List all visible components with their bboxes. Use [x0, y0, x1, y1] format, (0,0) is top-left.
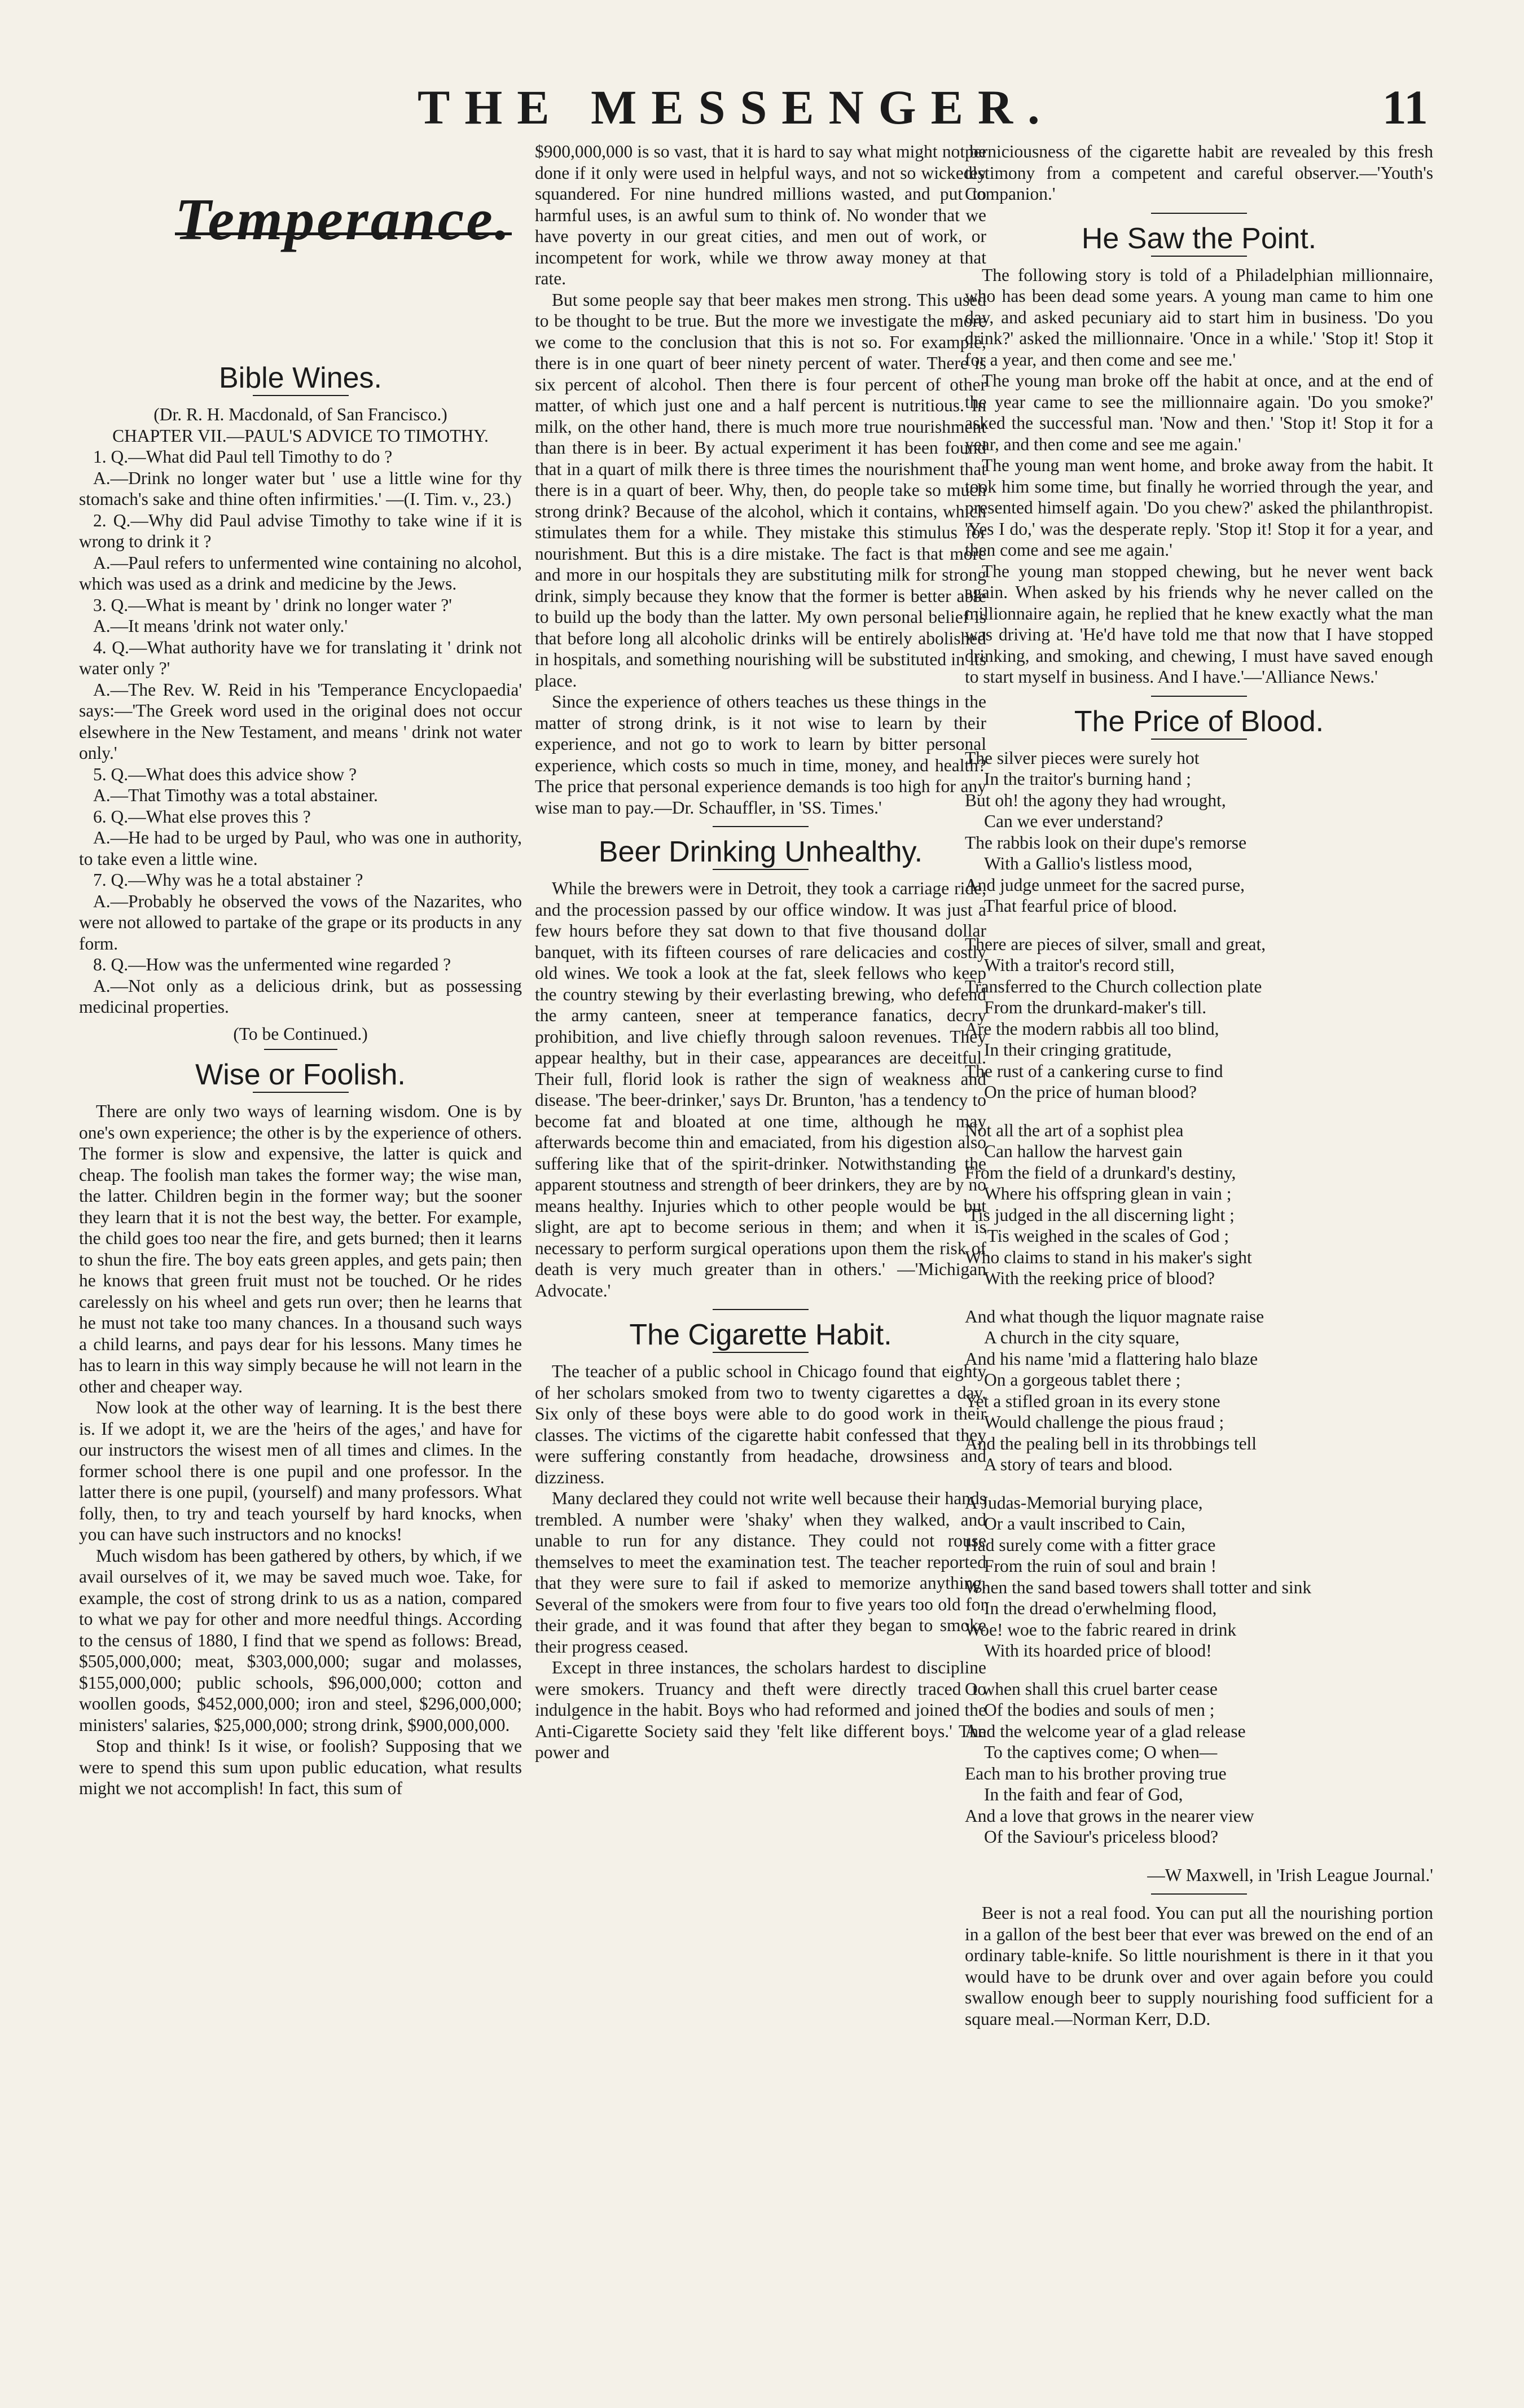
article-paragraph: The teacher of a public school in Chicago found that eighty of her scholars smoked from two to twenty cigarettes a day. Six only of these boys were able to do good work in their classes. The victims of the cigarette habit confessed that they were suffering constantly from headache, drowsiness and dizziness. — [535, 1361, 986, 1487]
stanza-gap — [965, 1662, 1433, 1678]
column-2 — [535, 141, 986, 2364]
masthead — [0, 79, 1524, 134]
poem-stanza — [965, 748, 1433, 934]
poem-line: On the price of human blood? — [984, 1082, 1197, 1102]
article-paragraph: The young man went home, and broke away from the habit. It took him some time, but finally he worried through the year, and presented himself again. 'Do you chew?' asked the philanthropist. 'Yes I do,' was the desperate reply. 'Stop it! Stop it for a year, and then come and see me again.' — [965, 455, 1433, 560]
poem-line: But oh! the agony they had wrought, — [965, 790, 1226, 810]
divider — [1151, 1893, 1247, 1902]
poem-line: Yet a stifled groan in its every stone — [965, 1391, 1220, 1411]
poem-line: And his name 'mid a flattering halo blaze — [965, 1348, 1258, 1369]
beer-drinking-title: Beer Drinking Unhealthy. — [598, 836, 923, 868]
article-paragraph: Many declared they could not write well because their hands trembled. A number were 'shaky' when they walked, and unable to run for any distance. They could not rouse themselves to meet the examination test. The teacher reported that they were sure to fail if asked to memorize anything. Several of the smokers were from four to five years too old for their grade, and it was found that after they began to smoke their progress ceased. — [535, 1488, 986, 1656]
poem-stanza — [965, 1492, 1433, 1678]
poem-stanza — [965, 1306, 1433, 1492]
poem-stanza — [965, 934, 1433, 1120]
article-paragraph: The young man stopped chewing, but he never went back again. When asked by his friends why he never called on the millionnaire again, he replied that he knew exactly what the man was driving at. 'He'd have told me that now that I have stopped drinking, and smoking, and chewing, I must have saved enough to start myself in business. And I have.'—'Alliance News.' — [965, 561, 1433, 687]
poem-line: Who claims to stand in his maker's sight — [965, 1247, 1252, 1267]
stanza-gap — [965, 1848, 1433, 1865]
article-paragraph: But some people say that beer makes men strong. This used to be thought to be true. But the more we investigate the more we come to the conclusion that this is not so. For example, there is in one quart of beer ninety percent of water. There is six percent of alcohol. Then there is four percent of other matter, of which just one and a half percent is nutritious. In milk, on the other hand, there is much more true nourishment than there is in beer. By actual experiment it has been found that in a quart of milk there is three times the nourishment that there is in a quart of beer. Why, then, do people take so much strong drink? Because of the alcohol, which it contains, which stimulates them for a while. They mistake this stimulus for nourishment. But this is a dire mistake. The fact is that more and more in our hospitals they are substituting milk for strong drink, simply because they know that the former is better able to build up the body than the latter. My own personal belief is that before long all alcoholic drinks will be entirely abolished in hospitals, and something nourishing will be substituted in its place. — [535, 289, 986, 691]
poem-line: 'Tis weighed in the scales of God ; — [984, 1226, 1229, 1246]
qa-line: A.—Drink no longer water but ' use a little wine for thy stomach's sake and thine often infirmities.' —(I. Tim. v., 23.) — [79, 468, 522, 509]
poem-line: Where his offspring glean in vain ; — [984, 1184, 1232, 1203]
stanza-gap — [965, 1475, 1433, 1492]
qa-line: 1. Q.—What did Paul tell Timothy to do ? — [93, 447, 393, 467]
qa-line: 8. Q.—How was the unfermented wine regarded ? — [93, 955, 451, 974]
divider — [713, 826, 809, 835]
poem-line: O when shall this cruel barter cease — [965, 1678, 1218, 1699]
stanza-gap — [965, 917, 1433, 934]
poem-line: With a traitor's record still, — [984, 955, 1175, 975]
qa-line: A.—Not only as a delicious drink, but as possessing medicinal properties. — [79, 975, 522, 1017]
continued-note: (To be Continued.) — [233, 1023, 368, 1044]
poem-line: The rust of a cankering curse to find — [965, 1061, 1223, 1081]
chapter-heading: CHAPTER VII.—PAUL'S ADVICE TO TIMOTHY. — [112, 425, 489, 446]
poem-line: To the captives come; O when— — [984, 1742, 1218, 1762]
qa-line: A.—It means 'drink not water only.' — [93, 616, 348, 636]
poem-line: The rabbis look on their dupe's remorse — [965, 832, 1247, 853]
poem-stanza — [965, 1120, 1433, 1306]
poem-line: Not all the art of a sophist plea — [965, 1120, 1184, 1140]
bible-wines-title: Bible Wines. — [219, 362, 382, 394]
poem-line: In the traitor's burning hand ; — [984, 769, 1191, 789]
poem-line: 'Tis judged in the all discerning light ; — [965, 1205, 1235, 1225]
divider — [713, 869, 809, 878]
poem-attribution: —W Maxwell, in 'Irish League Journal.' — [1147, 1865, 1433, 1885]
stanza-gap — [965, 1289, 1433, 1306]
divider — [1151, 739, 1247, 748]
article-paragraph: The following story is told of a Philadelphian millionnaire, who has been dead some years. A young man came to him one day, and asked pecuniary aid to start him in business. 'Do you drink?' asked the millionnaire. 'Once in a while.' 'Stop it! Stop it for a year, and then come and see me.' — [965, 265, 1433, 370]
temperance-logo — [79, 141, 522, 361]
qa-line: 2. Q.—Why did Paul advise Timothy to take wine if it is wrong to drink it ? — [79, 510, 522, 551]
poem-line: A story of tears and blood. — [984, 1455, 1173, 1474]
poem-line: When the sand based towers shall totter and sink — [965, 1577, 1312, 1597]
article-paragraph: There are only two ways of learning wisdom. One is by one's own experience; the other is by the experience of others. The former is slow and expensive, the latter is quick and cheap. The foolish man takes the former way; the wise man, the latter. Children begin in the former way; but the sooner they learn that it is not the best way, the better. For example, the child goes too near the fire, and gets burned; then it learns to shun the fire. The boy eats green apples, and gets pain; then he knows that green fruit must not be touched. Or he rides carelessly on his wheel and gets run over; then he learns that he must not take too many chances. In a thousand such ways a child learns, and pays dear for his lessons. Many times he has to learn in this way simply because he will not learn in the other and cheaper way. — [79, 1101, 522, 1396]
article-paragraph: Beer is not a real food. You can put all the nourishing portion in a gallon of the best beer that ever was brewed on the end of an ordinary table-knife. So little nourishment is there in it that you would have to be drunk over and over again before you could swallow enough beer to supply nourishing food sufficient for a square meal.—Norman Kerr, D.D. — [965, 1903, 1433, 2029]
qa-line: A.—He had to be urged by Paul, who was one in authority, to take even a little wine. — [79, 828, 522, 869]
poem-line: Can we ever understand? — [984, 811, 1163, 831]
poem-line: In the faith and fear of God, — [984, 1785, 1183, 1804]
poem-line: A church in the city square, — [984, 1328, 1180, 1347]
poem-line: Of the bodies and souls of men ; — [984, 1700, 1215, 1720]
poem-line: On a gorgeous tablet there ; — [984, 1370, 1181, 1390]
poem-line: With the reeking price of blood? — [984, 1268, 1215, 1288]
column-1 — [79, 141, 522, 2364]
stanza-gap — [965, 1103, 1433, 1120]
poem-line: A Judas-Memorial burying place, — [965, 1492, 1203, 1513]
poem-line: With a Gallio's listless mood, — [984, 854, 1193, 873]
poem-line: Can hallow the harvest gain — [984, 1141, 1183, 1161]
divider — [1151, 213, 1247, 222]
divider — [1151, 256, 1247, 265]
article-paragraph: perniciousness of the cigarette habit are revealed by this fresh testimony from a competent and careful observer.—'Youth's Companion.' — [965, 142, 1433, 204]
poem-line: Had surely come with a fitter grace — [965, 1535, 1216, 1555]
divider — [264, 1049, 337, 1058]
qa-line: 4. Q.—What authority have we for translating it ' drink not water only ?' — [79, 637, 522, 678]
article-paragraph: $900,000,000 is so vast, that it is hard to say what might not be done if it only were used in helpful ways, and not so wickedly squandered. For nine hundred millions wasted, and put to harmful uses, is an awful sum to think of. No wonder that we have poverty in our great cities, and men out of work, or incompetent for work, while we throw away money at that rate. — [535, 142, 986, 288]
article-paragraph: Stop and think! Is it wise, or foolish? Supposing that we were to spend this sum upon public education, what results might we not accomplish! In fact, this sum of — [79, 1736, 522, 1798]
poem-line: And what though the liquor magnate raise — [965, 1306, 1264, 1326]
article-paragraph: Much wisdom has been gathered by others, by which, if we avail ourselves of it, we may be saved much woe. Take, for example, the cost of strong drink to us as a nation, compared to what we pay for other and more needful things. According to the census of 1880, I find that we spend as follows: Bread, $505,000,000; meat, $303,000,000; sugar and molasses, $155,000,000; public schools, $96,000,000; cotton and woollen goods, $452,000,000; iron and steel, $296,000,000; ministers' salaries, $25,000,000; strong drink, $900,000,000. — [79, 1545, 522, 1735]
poem-line: Would challenge the pious fraud ; — [984, 1412, 1224, 1432]
page-number: 11 — [1382, 80, 1428, 134]
article-paragraph: Since the experience of others teaches us these things in the matter of strong drink, is it not wise to learn by their experience, and not go to work to learn by bitter personal experience, which costs so much in time, money, and health? The price that personal experience demands is too high for any wise man to pay.—Dr. Schauffler, in 'SS. Times.' — [535, 692, 986, 818]
poem-line: In their cringing gratitude, — [984, 1040, 1172, 1060]
divider — [253, 1092, 349, 1101]
qa-line: 6. Q.—What else proves this ? — [93, 806, 311, 827]
divider — [1151, 696, 1247, 705]
divider — [713, 1309, 809, 1318]
poem-stanza — [965, 1678, 1433, 1865]
temperance-logo-text: Temperance. — [175, 186, 512, 252]
wise-foolish-title: Wise or Foolish. — [195, 1058, 406, 1091]
poem-line: Transferred to the Church collection plate — [965, 976, 1262, 996]
article-paragraph: Now look at the other way of learning. It is the best there is. If we adopt it, we are the 'heirs of the ages,' and have for our instructors the wisest men of all times and climes. In the former school there is one pupil and one professor. In the latter there is one pupil, (yourself) and many professors. What folly, then, to try and teach yourself by hard knocks, when you can have such instructors and no knocks! — [79, 1398, 522, 1544]
poem-line: There are pieces of silver, small and great, — [965, 934, 1266, 954]
bible-wines-author: (Dr. R. H. Macdonald, of San Francisco.) — [153, 405, 447, 424]
poem-line: That fearful price of blood. — [984, 896, 1177, 916]
poem-line: Or a vault inscribed to Cain, — [984, 1514, 1185, 1533]
qa-line: A.—Paul refers to unfermented wine containing no alcohol, which was used as a drink and medicine by the Jews. — [79, 552, 522, 594]
poem-line: Woe! woe to the fabric reared in drink — [965, 1619, 1237, 1640]
divider — [253, 395, 349, 404]
poem-line: Are the modern rabbis all too blind, — [965, 1018, 1219, 1039]
poem-line: And a love that grows in the nearer view — [965, 1805, 1254, 1826]
qa-list — [79, 446, 522, 1018]
newspaper-title: THE MESSENGER. — [418, 80, 1055, 134]
poem-line: The silver pieces were surely hot — [965, 748, 1200, 768]
poem-line: From the field of a drunkard's destiny, — [965, 1162, 1236, 1183]
qa-line: A.—The Rev. W. Reid in his 'Temperance Encyclopaedia' says:—'The Greek word used in the original does not occur elsewhere in the New Testament, and means ' drink not water only.' — [79, 679, 522, 763]
qa-line: 3. Q.—What is meant by ' drink no longer water ?' — [93, 595, 452, 615]
qa-line: 5. Q.—What does this advice show ? — [93, 764, 357, 784]
poem-line: And the pealing bell in its throbbings tell — [965, 1433, 1257, 1453]
price-of-blood-title: The Price of Blood. — [1074, 705, 1324, 738]
divider — [713, 1352, 809, 1361]
article-paragraph: The young man broke off the habit at once, and at the end of the year came to see the millionnaire again. 'Do you smoke?' asked the successful man. 'Now and then.' 'Stop it! Stop it for a year, and then come and see me again.' — [965, 371, 1433, 454]
poem-line: With its hoarded price of blood! — [984, 1641, 1212, 1660]
poem-line: And judge unmeet for the sacred purse, — [965, 875, 1245, 895]
saw-point-title: He Saw the Point. — [1081, 222, 1317, 255]
poem-line: And the welcome year of a glad release — [965, 1721, 1246, 1741]
poem-line: From the drunkard-maker's till. — [984, 998, 1207, 1017]
qa-line: A.—That Timothy was a total abstainer. — [93, 785, 378, 805]
qa-line: A.—Probably he observed the vows of the Nazarites, who were not allowed to partake of the grape or its products in any form. — [79, 891, 522, 953]
cigarette-habit-title: The Cigarette Habit. — [629, 1319, 892, 1351]
article-paragraph: While the brewers were in Detroit, they took a carriage ride, and the procession passed by our office window. It was just a few hours before they sat down to that five thousand dollar banquet, with its fifteen courses of rare delicacies and costly old wines. We took a look at the fat, sleek fellows who keep the country stewing by their everlasting brewing, who defend the army canteen, sneer at temperance fanatics, decry prohibition, and live chiefly through saloon revenues. They appear healthy, but in their case, appearances are deceitful. Their full, florid look is rather the sign of weakness and disease. 'The beer-drinker,' says Dr. Brunton, 'has a tendency to become fat and bloated at one time, although he may afterwards become thin and emaciated, from his digestion also suffering like that of the spirit-drinker. Notwithstanding the apparent stoutness and strength of beer drinkers, they are by no means healthy. Injuries which to other people would be but slight, are apt to become serious in them; and when it is necessary to perform surgical operations upon them the risk of death is very much greater than in others.' —'Michigan Advocate.' — [535, 878, 986, 1300]
poem-line: From the ruin of soul and brain ! — [984, 1556, 1217, 1576]
poem-line: Each man to his brother proving true — [965, 1763, 1227, 1783]
article-paragraph: Except in three instances, the scholars hardest to discipline were smokers. Truancy and theft were directly traced to indulgence in the habit. Boys who had reformed and joined the Anti-Cigarette Society said they 'felt like different boys.' The power and — [535, 1658, 986, 1762]
poem — [965, 748, 1433, 1865]
column-3 — [965, 141, 1433, 2364]
qa-line: 7. Q.—Why was he a total abstainer ? — [93, 870, 363, 890]
poem-line: Of the Saviour's priceless blood? — [984, 1827, 1219, 1847]
poem-line: In the dread o'erwhelming flood, — [984, 1598, 1217, 1618]
